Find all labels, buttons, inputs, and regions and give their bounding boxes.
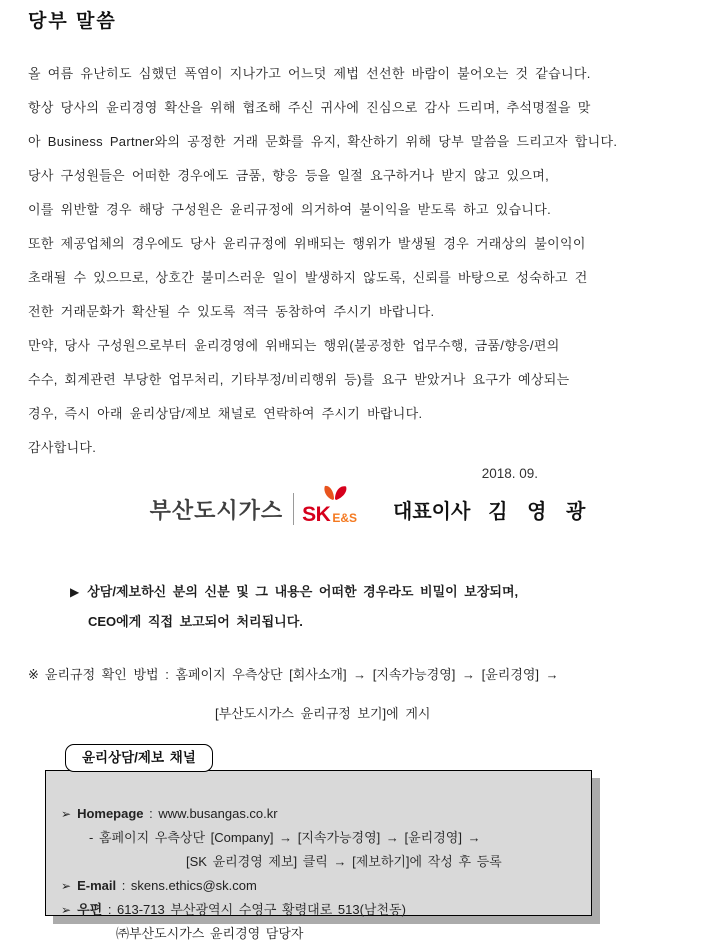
homepage-line [46, 802, 591, 826]
body-line: 항상 당사의 윤리경영 확산을 위해 협조해 주신 귀사에 진심으로 감사 드리며, 추석명절을 맞 [28, 100, 591, 115]
signature-row [28, 483, 684, 535]
body-line: 아 Business Partner와의 공정한 거래 문화를 유지, 확산하기 위해 당부 말씀을 드리고자 합니다. [28, 134, 618, 149]
arrow-bullet-icon: ➢ [61, 903, 72, 917]
confidential-notice-line2: CEO에게 직접 보고되어 처리됩니다. [88, 614, 303, 629]
report-channel-box [45, 770, 592, 941]
body-text [28, 57, 684, 465]
ethics-check-method [28, 655, 684, 733]
body-line: 경우, 즉시 아래 윤리상담/제보 채널로 연락하여 주시기 바랍니다. [28, 406, 423, 421]
arrow-bullet-icon: ➢ [61, 807, 72, 821]
company-name: 부산도시가스 [149, 497, 284, 523]
body-line: 수수, 회계관련 부당한 업무처리, 기타부정/비리행위 등)를 요구 받았거나 요구가 예상되는 [28, 372, 570, 387]
reference-mark-icon: ※ [28, 667, 39, 682]
confidential-notice-text1: 상담/제보하신 분의 신분 및 그 내용은 어떠한 경우라도 비밀이 보장되며, [87, 584, 519, 599]
ceo-signature [393, 495, 592, 524]
email-value: : skens.ethics@sk.com [121, 878, 257, 893]
body-line: 감사합니다. [28, 440, 97, 455]
ethics-check-text1: 윤리규정 확인 방법 : 홈페이지 우측상단 [회사소개] → [지속가능경영] → [윤리경영] → [44, 667, 559, 682]
postal-key: 우편 [77, 902, 103, 917]
sk-es-logo [302, 492, 357, 526]
logo-divider [293, 493, 294, 525]
page-title: 당부 말씀 [28, 11, 117, 32]
body-line: 전한 거래문화가 확산될 수 있도록 적극 동참하여 주시기 바랍니다. [28, 304, 435, 319]
postal-value: : 613-713 부산광역시 수영구 황령대로 513(남천동) [107, 902, 406, 917]
date: 2018. 09. [481, 466, 538, 481]
ethics-check-line2: [부산도시가스 윤리규정 보기]에 게시 [215, 706, 431, 721]
confidential-notice [28, 577, 684, 637]
postal-sub-line: ㈜부산도시가스 윤리경영 담당자 [116, 926, 304, 941]
body-line: 또한 제공업체의 경우에도 당사 윤리규정에 위배되는 행위가 발생될 경우 거래상의 불이익이 [28, 236, 586, 251]
email-key: E-mail [77, 878, 117, 893]
postal-line [46, 898, 591, 922]
body-line: 이를 위반할 경우 해당 구성원은 윤리규정에 의거하여 불이익을 받도록 하고 있습니다. [28, 202, 552, 217]
report-channel-section [45, 750, 592, 941]
sk-logo-text: SK [302, 503, 331, 526]
arrow-bullet-icon: ➢ [61, 879, 72, 893]
report-channel-label: 윤리상담/제보 채널 [65, 744, 213, 772]
body-line: 만약, 당사 구성원으로부터 윤리경영에 위배되는 행위(불공정한 업무수행, 금품/향응/편의 [28, 338, 560, 353]
ceo-title: 대표이사 [393, 500, 471, 523]
email-line [46, 874, 591, 898]
es-logo-text: E&S [332, 511, 358, 525]
homepage-sub-line1: - 홈페이지 우측상단 [Company] → [지속가능경영] → [윤리경영] → [89, 830, 481, 845]
body-line: 당사 구성원들은 어떠한 경우에도 금품, 향응 등을 일절 요구하거나 받지 않고 있으며, [28, 168, 550, 183]
sk-butterfly-icon [322, 484, 348, 504]
homepage-sub-line2: [SK 윤리경영 제보] 클릭 → [제보하기]에 작성 후 등록 [186, 854, 502, 869]
body-line: 올 여름 유난히도 심했던 폭염이 지나가고 어느덧 제법 선선한 바람이 불어오는 것 같습니다. [28, 66, 591, 81]
body-line: 초래될 수 있으므로, 상호간 불미스러운 일이 발생하지 않도록, 신뢰를 바탕으로 성숙하고 건 [28, 270, 588, 285]
confidential-notice-line1 [70, 577, 684, 607]
box-spacer [46, 778, 591, 802]
homepage-value: : www.busangas.co.kr [149, 806, 278, 821]
ethics-check-line1 [28, 655, 684, 694]
triangle-bullet-icon: ▶ [70, 585, 80, 599]
homepage-key: Homepage [77, 806, 144, 821]
ceo-name: 김 영 광 [488, 500, 593, 523]
